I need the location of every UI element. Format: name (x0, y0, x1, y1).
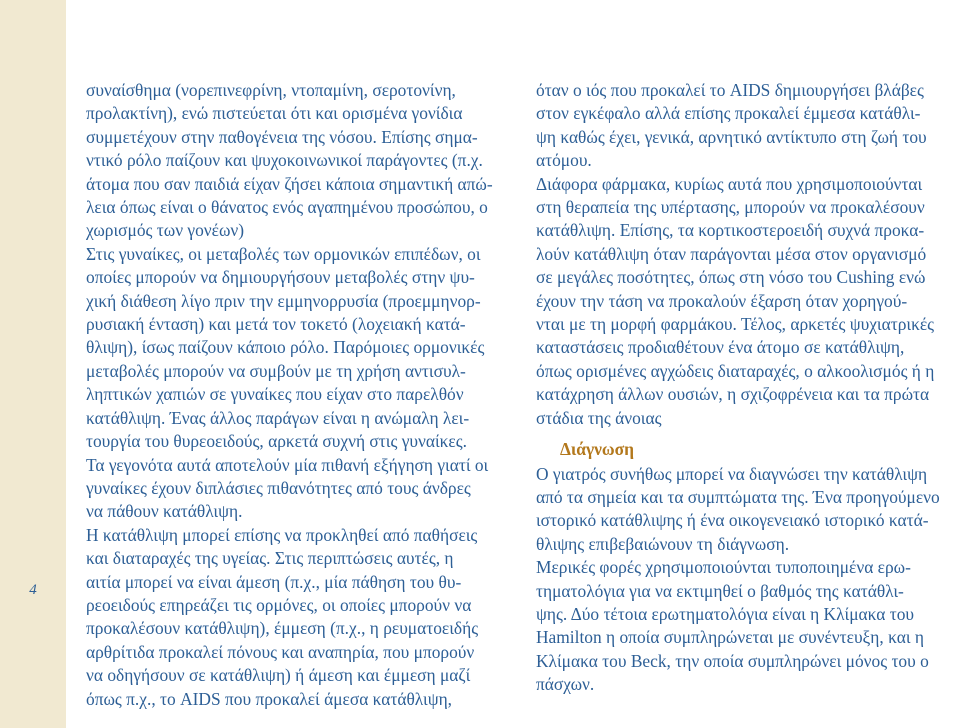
text-line: στη θεραπεία της υπέρτασης, μπορούν να προκαλέσουν (536, 197, 925, 218)
text-line: όπως ορισμένες αγχώδεις διαταραχές, ο αλκοολισμός ή η (536, 360, 935, 381)
text-line: όταν ο ιός που προκαλεί το AIDS δημιουργήσει βλάβες (536, 80, 924, 100)
text-line: αιτία μπορεί να είναι άμεση (π.χ., μία πάθηση του θυ- (86, 571, 462, 592)
text-line: χωρισμός των γονέων) (86, 220, 245, 241)
text-line: μεταβολές μπορούν να συμβούν με τη χρήση αντισυλ- (86, 360, 466, 381)
text-line: γυναίκες έχουν διπλάσιες πιθανότητες από τους άνδρες (86, 477, 471, 498)
text-line: σε μεγάλες ποσότητες, όπως στη νόσο του Cushing ενώ (536, 267, 926, 288)
text-line: ρυσιακή ένταση) και μετά τον τοκετό (λοχειακή κατά- (86, 314, 466, 335)
text-line: κατάθλιψη. Ένας άλλος παράγων είναι η ανώμαλη λει- (86, 407, 470, 428)
margin-band (0, 0, 66, 728)
text-line: χική διάθεση λίγο πριν την εμμηνορρυσία (προεμμηνορ- (86, 290, 481, 311)
text-line: ιστορικό κατάθλιψης ή ένα οικογενειακό ιστορικό κατά- (536, 510, 929, 531)
text-line: και διαταραχές της υγείας. Στις περιπτώσεις αυτές, η (86, 548, 454, 569)
text-line: στον εγκέφαλο αλλά επίσης προκαλεί έμμεσα κατάθλι- (536, 103, 921, 124)
text-line: στάδια της άνοιας (536, 407, 662, 428)
text-line: συμμετέχουν στην παθογένεια της νόσου. Επίσης σημα- (86, 126, 478, 147)
text-line: Ο γιατρός συνήθως μπορεί να διαγνώσει την κατάθλιψη (536, 463, 928, 484)
text-line: τουργία του θυρεοειδούς, αρκετά συχνή στις γυναίκες. (86, 431, 467, 452)
text-line: από τα σημεία και τα συμπτώματα της. Ένα προηγούμενο (536, 486, 940, 507)
text-line: νται με τη μορφή φαρμάκου. Τέλος, αρκετές ψυχιατρικές (536, 314, 935, 335)
left-column (86, 79, 530, 711)
text-line: θλιψης επιβεβαιώνουν τη διάγνωση. (536, 533, 790, 554)
section-heading-diagnosis: Διάγνωση (560, 439, 634, 460)
text-line: λεια όπως είναι ο θάνατος ενός αγαπημένου προσώπου, ο (86, 197, 488, 218)
text-line: προκαλέσουν κατάθλιψη), έμμεση (π.χ., η ρευματοειδής (86, 618, 479, 639)
text-line: αρθρίτιδα προκαλεί πόνους και αναπηρία, που μπορούν (86, 641, 475, 662)
text-line: Τα γεγονότα αυτά αποτελούν μία πιθανή εξήγηση γιατί οι (86, 454, 489, 475)
right-column (536, 79, 956, 697)
text-line: Κλίμακα του Beck, την οποία συμπληρώνει μόνος του ο (536, 650, 929, 671)
page-number: 4 (29, 582, 37, 598)
text-line: Μερικές φορές χρησιμοποιούνται τυποποιημένα ερω- (536, 557, 911, 578)
text-line: ληπτικών χαπιών σε γυναίκες που είχαν στο παρελθόν (86, 384, 464, 405)
text-line: οποίες μπορούν να δημιουργήσουν μεταβολές στην ψυ- (86, 267, 475, 288)
text-line: να οδηγήσουν σε κατάθλιψη) ή άμεση και έμμεση μαζί (86, 665, 471, 686)
text-line: τηματολόγια για να εκτιμηθεί ο βαθμός της κατάθλι- (536, 580, 904, 601)
text-line: πάσχων. (536, 674, 595, 695)
text-line: έχουν την τάση να προκαλούν έξαρση όταν χορηγού- (536, 290, 908, 311)
text-line: άτομα που σαν παιδιά είχαν ζήσει κάποια σημαντική απώ- (86, 173, 493, 194)
text-line: κατάθλιψη. Επίσης, τα κορτικοστεροειδή συχνά προκα- (536, 220, 925, 241)
text-line: Στις γυναίκες, οι μεταβολές των ορμονικών επιπέδων, οι (86, 243, 481, 264)
text-line: Η κατάθλιψη μπορεί επίσης να προκληθεί από παθήσεις (86, 524, 478, 545)
text-line: ντικό ρόλο παίζουν και ψυχοκοινωνικοί παράγοντες (π.χ. (86, 150, 483, 171)
text-line: ατόμου. (536, 150, 592, 171)
text-line: θλιψη), ίσως παίζουν κάποιο ρόλο. Παρόμοιες ορμονικές (86, 337, 485, 358)
text-line: ρεοειδούς επηρεάζει τις ορμόνες, οι οποίες μπορούν να (86, 594, 472, 615)
text-line: καταστάσεις προδιαθέτουν ένα άτομο σε κατάθλιψη, (536, 337, 905, 358)
text-line: συναίσθημα (νορεπινεφρίνη, ντοπαμίνη, σεροτονίνη, (86, 80, 456, 100)
text-line: λούν κατάθλιψη όταν παράγονται μέσα στον οργανισμό (536, 243, 927, 264)
text-line: ψη καθώς έχει, γενικά, αρνητικό αντίκτυπο στη ζωή του (536, 126, 927, 147)
text-line: να πάθουν κατάθλιψη. (86, 501, 243, 522)
text-line: Hamilton η οποία συμπληρώνεται με συνέντευξη, και η (536, 627, 924, 648)
text-line: προλακτίνη), ενώ πιστεύεται ότι και ορισμένα γονίδια (86, 103, 463, 124)
text-line: ψης. Δύο τέτοια ερωτηματολόγια είναι η Κλίμακα του (536, 603, 915, 624)
text-line: Διάφορα φάρμακα, κυρίως αυτά που χρησιμοποιούνται (536, 173, 923, 194)
text-line: όπως π.χ., το AIDS που προκαλεί άμεσα κατάθλιψη, (86, 688, 453, 709)
text-line: κατάχρηση άλλων ουσιών, η σχιζοφρένεια και τα πρώτα (536, 384, 930, 405)
